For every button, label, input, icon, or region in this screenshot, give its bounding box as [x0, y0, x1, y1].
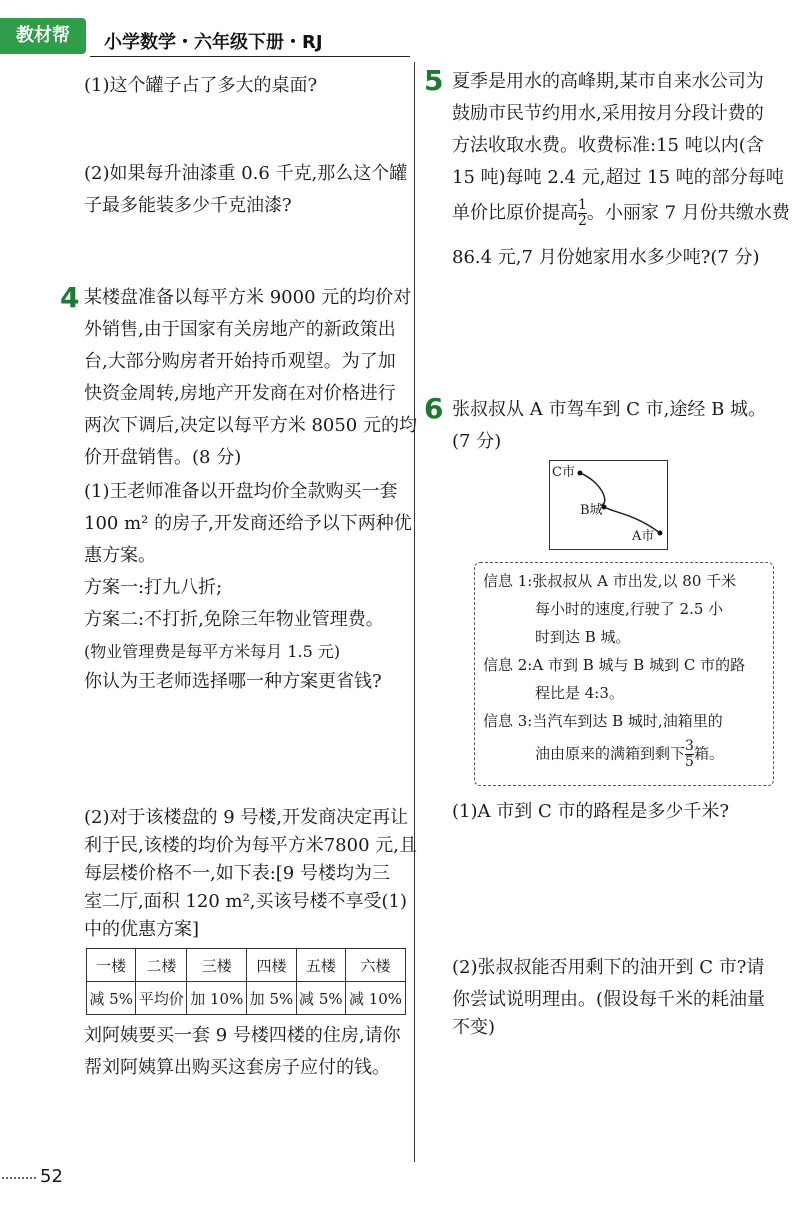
city-a-label: A市 — [632, 529, 655, 544]
table-cell: 一楼 — [87, 949, 136, 982]
table-cell: 二楼 — [136, 949, 187, 982]
info1-line2: 每小时的速度,行驶了 2.5 小 — [535, 600, 724, 618]
q4-line: 价开盘销售。(8 分) — [84, 447, 242, 468]
brand-badge: 教材帮 — [0, 18, 86, 54]
q6-part2-line2: 你尝试说明理由。(假设每千米的耗油量 — [452, 989, 766, 1010]
table-cell: 六楼 — [346, 949, 406, 982]
q5-line6: 86.4 元,7 月份她家用水多少吨?(7 分) — [452, 247, 760, 268]
q5-line5-b: 。小丽家 7 月份共缴水费 — [586, 202, 790, 224]
fraction-numerator: 1 — [578, 197, 587, 213]
table-cell: 平均价 — [136, 982, 187, 1015]
q4-p1-line: 方案二:不打折,免除三年物业管理费。 — [84, 609, 384, 630]
q6-number: 6 — [424, 392, 444, 425]
table-cell: 三楼 — [187, 949, 247, 982]
info3-text: 油由原来的满箱到剩下 — [535, 744, 686, 763]
info2-line1: 信息 2:A 市到 B 城与 B 城到 C 市的路 — [483, 656, 746, 674]
q4-number: 4 — [60, 281, 80, 314]
q3-part1: (1)这个罐子占了多大的桌面? — [84, 75, 318, 96]
fraction-denominator: 5 — [685, 754, 694, 770]
info-box — [474, 562, 774, 786]
q4-p2-line: 利于民,该楼的均价为每平方米7800 元,且 — [84, 835, 417, 856]
table-cell: 加 5% — [247, 982, 296, 1015]
q4-line: 外销售,由于国家有关房地产的新政策出 — [84, 319, 396, 340]
floor-price-table — [86, 948, 406, 1015]
info2-line2: 程比是 4:3。 — [535, 684, 624, 702]
q5-line5 — [452, 198, 790, 229]
q4-line: 两次下调后,决定以每平方米 8050 元的均 — [84, 415, 417, 436]
q4-p1-line: 你认为王老师选择哪一种方案更省钱? — [84, 671, 382, 692]
q4-line: 某楼盘准备以每平方米 9000 元的均价对 — [84, 287, 412, 308]
q6-part2-line3: 不变) — [452, 1017, 496, 1038]
q4-p1-line: 100 m² 的房子,开发商还给予以下两种优 — [84, 513, 412, 534]
q4-line: 台,大部分购房者开始持币观望。为了加 — [84, 351, 396, 372]
table-row — [87, 982, 406, 1015]
q5-line: 方法收取水费。收费标准:15 吨以内(含 — [452, 135, 764, 156]
info1-line3: 时到达 B 城。 — [535, 628, 631, 646]
q4-tail-line: 刘阿姨要买一套 9 号楼四楼的住房,请你 — [84, 1025, 401, 1046]
q4-line: 快资金周转,房地产开发商在对价格进行 — [84, 383, 396, 404]
q5-number: 5 — [424, 64, 444, 97]
header-rule — [90, 56, 410, 57]
q5-line: 15 吨)每吨 2.4 元,超过 15 吨的部分每吨 — [452, 167, 784, 188]
fraction — [685, 739, 694, 770]
q6-part1: (1)A 市到 C 市的路程是多少千米? — [452, 801, 730, 822]
page-number: 52 — [40, 1166, 63, 1187]
q4-tail-line: 帮刘阿姨算出购买这套房子应付的钱。 — [84, 1057, 390, 1078]
q4-p1-line: 方案一:打九八折; — [84, 577, 223, 598]
q4-p2-line: (2)对于该楼盘的 9 号楼,开发商决定再让 — [84, 807, 409, 828]
info3-line2 — [535, 739, 724, 770]
fraction — [578, 198, 587, 229]
q3-part2-line2: 子最多能装多少千克油漆? — [84, 195, 292, 216]
info3-line1: 信息 3:当汽车到达 B 城时,油箱里的 — [483, 712, 723, 730]
q5-line: 鼓励市民节约用水,采用按月分段计费的 — [452, 103, 764, 124]
q4-p2-line: 每层楼价格不一,如下表:[9 号楼均为三 — [84, 863, 390, 884]
footer-dots — [2, 1177, 36, 1179]
q6-line1: 张叔叔从 A 市驾车到 C 市,途经 B 城。 — [452, 399, 767, 420]
info3-tail: 箱。 — [693, 744, 724, 763]
q4-p1-line: (物业管理费是每平方米每月 1.5 元) — [84, 642, 341, 661]
table-cell: 四楼 — [247, 949, 296, 982]
fraction-denominator: 2 — [578, 213, 587, 229]
q3-part2-line1: (2)如果每升油漆重 0.6 千克,那么这个罐 — [84, 163, 408, 184]
book-title: 小学数学・六年级下册・RJ — [104, 32, 323, 53]
route-map — [549, 460, 668, 550]
q6-part2-line1: (2)张叔叔能否用剩下的油开到 C 市?请 — [452, 957, 765, 978]
city-a-dot — [658, 531, 663, 536]
city-c-dot — [578, 471, 583, 476]
q5-line: 夏季是用水的高峰期,某市自来水公司为 — [452, 71, 764, 92]
q4-p1-line: (1)王老师准备以开盘均价全款购买一套 — [84, 481, 398, 502]
q4-p1-line: 惠方案。 — [84, 545, 156, 566]
fraction-numerator: 3 — [685, 738, 694, 754]
table-header-row — [87, 949, 406, 982]
table-cell: 减 5% — [87, 982, 136, 1015]
city-b-label: B城 — [580, 503, 603, 518]
table-cell: 减 10% — [346, 982, 406, 1015]
q4-p2-line: 中的优惠方案] — [84, 919, 200, 940]
column-divider — [414, 62, 415, 1162]
table-cell: 五楼 — [296, 949, 345, 982]
city-c-label: C市 — [552, 465, 575, 480]
q4-p2-line: 室二厅,面积 120 m²,买该号楼不享受(1) — [84, 891, 408, 912]
table-cell: 减 5% — [296, 982, 345, 1015]
q6-line2: (7 分) — [452, 431, 502, 452]
q5-line5-a: 单价比原价提高 — [452, 202, 578, 224]
info1-line1: 信息 1:张叔叔从 A 市出发,以 80 千米 — [483, 572, 737, 590]
table-cell: 加 10% — [187, 982, 247, 1015]
